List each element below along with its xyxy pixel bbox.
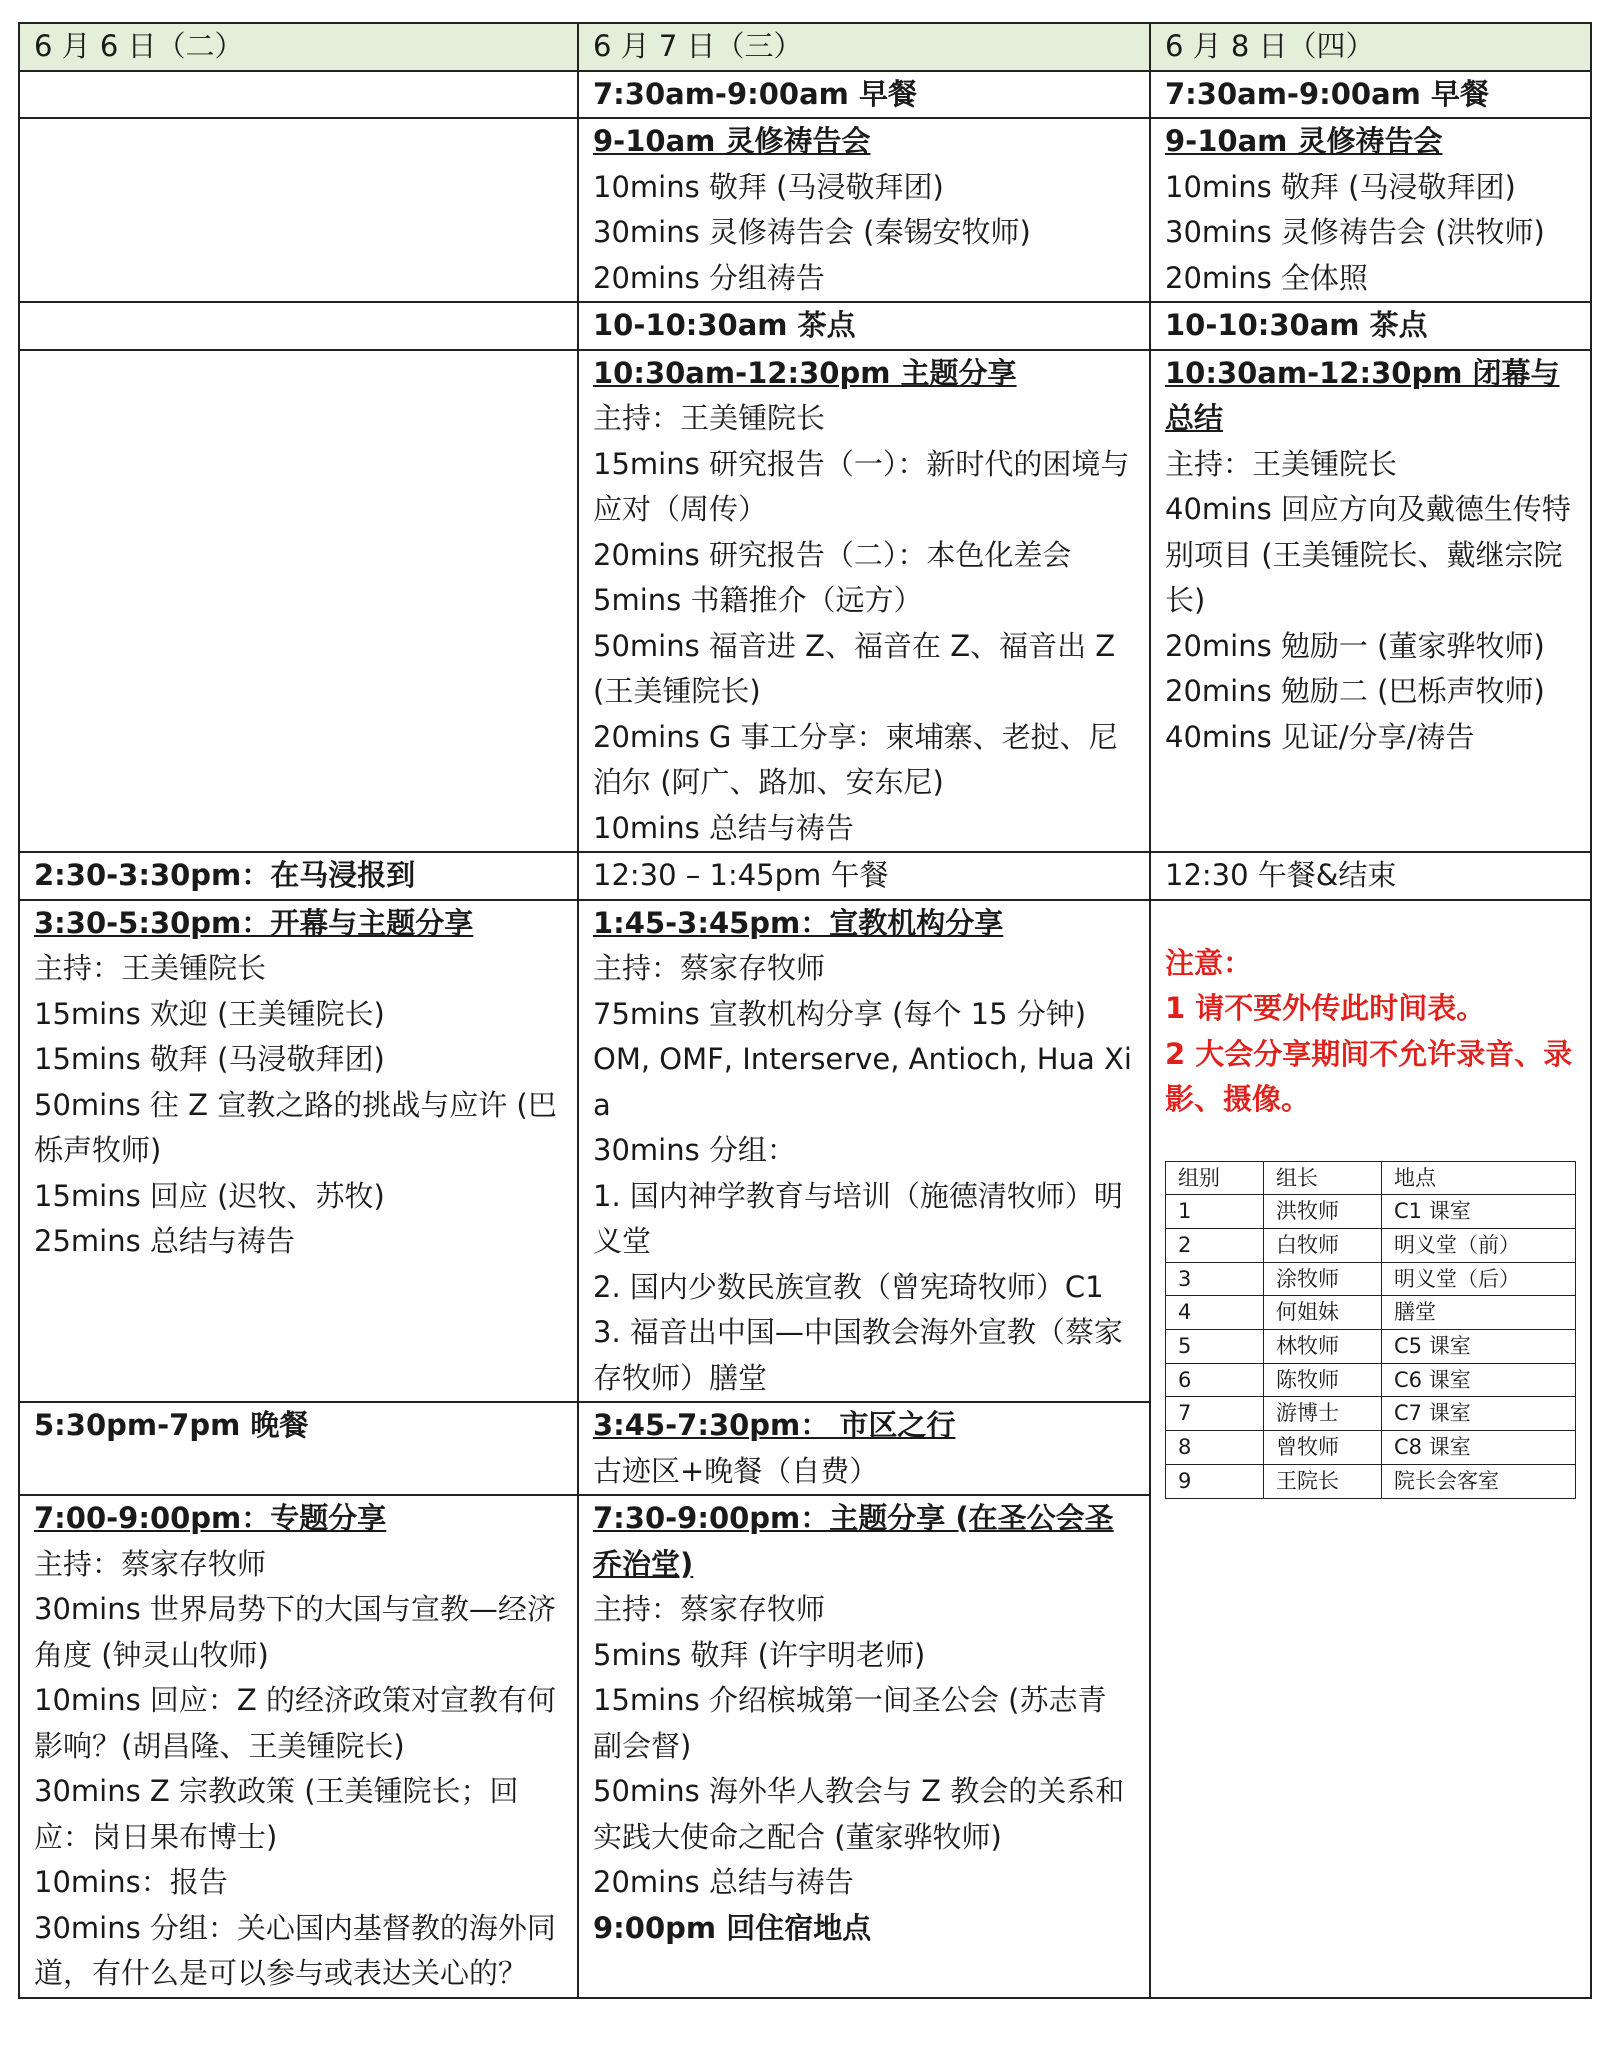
list-item: 古迹区+晚餐（自费） (593, 1453, 879, 1488)
evening-day-2 (578, 1495, 1150, 1998)
group-table (1165, 1161, 1576, 1499)
group-location: 明义堂（前） (1382, 1228, 1576, 1262)
empty-cell (19, 350, 578, 853)
list-item: 10mins 敬拜 (马浸敬拜团) (593, 169, 944, 204)
list-item: 20mins 总结与祷告 (593, 1865, 854, 1899)
group-location: C5 课室 (1382, 1330, 1576, 1364)
list-item: 30mins Z 宗教政策 (王美锺院长；回应：岗日果布博士) (34, 1774, 519, 1854)
group-number: 7 (1166, 1397, 1264, 1431)
session-title: 7:30-9:00pm：主题分享 (在圣公会圣乔治堂) (593, 1501, 1114, 1581)
breakfast-day-3: 7:30am-9:00am 早餐 (1150, 71, 1591, 119)
group-row (1166, 1397, 1576, 1431)
list-item: 20mins G 事工分享：柬埔寨、老挝、尼泊尔 (阿广、路加、安东尼) (593, 719, 1118, 799)
dinner-day-2 (578, 1402, 1150, 1495)
group-leader: 涂牧师 (1264, 1262, 1382, 1296)
group-location: C6 课室 (1382, 1363, 1576, 1397)
session-title: 9-10am 灵修祷告会 (1165, 124, 1443, 158)
list-item: 2. 国内少数民族宣教（曾宪琦牧师）C1 (593, 1269, 1104, 1304)
group-header-row (1166, 1161, 1576, 1195)
group-number: 5 (1166, 1330, 1264, 1364)
list-item: 10mins 回应：Z 的经济政策对宣教有何影响？(胡昌隆、王美锺院长) (34, 1683, 557, 1763)
list-item: 40mins 回应方向及戴德生传特别项目 (王美锺院长、戴继宗院长) (1165, 492, 1571, 617)
list-item: 25mins 总结与祷告 (34, 1224, 295, 1258)
group-row (1166, 1464, 1576, 1498)
list-item: 15mins 研究报告（一）：新时代的困境与应对（周传） (593, 446, 1130, 526)
prayer-day-2 (578, 118, 1150, 302)
list-item: 40mins 见证/分享/祷告 (1165, 719, 1475, 754)
list-item: 50mins 海外华人教会与 Z 教会的关系和实践大使命之配合 (董家骅牧师) (593, 1774, 1125, 1854)
group-location: 明义堂（后） (1382, 1262, 1576, 1296)
list-item: 主持：蔡家存牧师 (34, 1546, 267, 1581)
prayer-day-3 (1150, 118, 1591, 302)
list-item: 30mins 分组：关心国内基督教的海外同道，有什么是可以参与或表达关心的？ (34, 1910, 556, 1990)
list-item: 15mins 介绍槟城第一间圣公会 (苏志青副会督) (593, 1683, 1107, 1763)
group-leader: 曾牧师 (1264, 1431, 1382, 1465)
session-title: 7:00-9:00pm：专题分享 (34, 1501, 387, 1535)
group-number: 3 (1166, 1262, 1264, 1296)
list-item: 30mins 世界局势下的大国与宣教—经济角度 (钟灵山牧师) (34, 1592, 556, 1672)
list-item: 5mins 书籍推介（远方） (593, 583, 923, 617)
noon-row (19, 852, 1591, 900)
group-header-cell: 组长 (1264, 1161, 1382, 1195)
group-leader: 何姐妹 (1264, 1296, 1382, 1330)
list-item: 75mins 宣教机构分享 (每个 15 分钟) (593, 996, 1087, 1031)
group-number: 9 (1166, 1464, 1264, 1498)
list-item: 10mins：报告 (34, 1865, 228, 1899)
list-item: 主持：王美锺院长 (1165, 446, 1398, 481)
group-header-cell: 组别 (1166, 1161, 1264, 1195)
list-item: 1. 国内神学教育与培训（施德清牧师）明义堂 (593, 1178, 1123, 1258)
afternoon-day-1 (19, 900, 578, 1403)
group-number: 6 (1166, 1363, 1264, 1397)
group-number: 4 (1166, 1296, 1264, 1330)
dinner-day-1: 5:30pm-7pm 晚餐 (19, 1402, 578, 1495)
noon-day-3: 12:30 午餐&结束 (1150, 852, 1591, 900)
list-item: 主持：王美锺院长 (593, 401, 826, 435)
list-item: 10mins 总结与祷告 (593, 810, 854, 845)
list-item: OM, OMF, Interserve, Antioch, Hua Xia (593, 1042, 1132, 1122)
list-item: 15mins 欢迎 (王美锺院长) (34, 996, 385, 1031)
header-day-3: 6 月 8 日（四） (1150, 23, 1591, 71)
list-item: 3. 福音出中国—中国教会海外宣教（蔡家存牧师）膳堂 (593, 1315, 1123, 1395)
group-row (1166, 1228, 1576, 1262)
list-item: 20mins 全体照 (1165, 260, 1368, 295)
list-item: 20mins 勉励二 (巴栎声牧师) (1165, 674, 1545, 708)
session-title: 9-10am 灵修祷告会 (593, 124, 871, 158)
list-item: 5mins 敬拜 (许宇明老师) (593, 1637, 926, 1672)
notice-cell (1150, 900, 1591, 1998)
tea-row (19, 302, 1591, 350)
tea-day-3: 10-10:30am 茶点 (1150, 302, 1591, 350)
session-title: 10:30am-12:30pm 主题分享 (593, 355, 1017, 390)
group-row (1166, 1330, 1576, 1364)
empty-cell (19, 302, 578, 350)
closing-note: 9:00pm 回住宿地点 (593, 1910, 872, 1945)
group-number: 1 (1166, 1195, 1264, 1229)
list-item: 主持：蔡家存牧师 (593, 1592, 826, 1626)
notice-item: 2 大会分享期间不允许录音、录影、摄像。 (1165, 1036, 1573, 1116)
header-day-1: 6 月 6 日（二） (19, 23, 578, 71)
list-item: 30mins 分组： (593, 1133, 796, 1167)
list-item: 50mins 往 Z 宣教之路的挑战与应许 (巴栎声牧师) (34, 1087, 557, 1167)
breakfast-row (19, 71, 1591, 119)
list-item: 50mins 福音进 Z、福音在 Z、福音出 Z (王美锺院长) (593, 628, 1116, 708)
notice-item: 1 请不要外传此时间表。 (1165, 991, 1486, 1025)
list-item: 20mins 分组祷告 (593, 260, 825, 295)
noon-day-1: 2:30-3:30pm：在马浸报到 (19, 852, 578, 900)
list-item: 15mins 回应 (迟牧、苏牧) (34, 1178, 385, 1213)
group-leader: 白牧师 (1264, 1228, 1382, 1262)
empty-cell (19, 118, 578, 302)
group-leader: 王院长 (1264, 1464, 1382, 1498)
group-leader: 林牧师 (1264, 1330, 1382, 1364)
schedule-sheet (18, 22, 1590, 1999)
group-number: 8 (1166, 1431, 1264, 1465)
session-title: 1:45-3:45pm：宣教机构分享 (593, 905, 1004, 940)
prayer-row (19, 118, 1591, 302)
breakfast-day-2: 7:30am-9:00am 早餐 (578, 71, 1150, 119)
morning-day-3 (1150, 350, 1591, 853)
list-item: 30mins 灵修祷告会 (洪牧师) (1165, 215, 1545, 249)
tea-day-2: 10-10:30am 茶点 (578, 302, 1150, 350)
list-item: 主持：蔡家存牧师 (593, 951, 826, 985)
group-row (1166, 1363, 1576, 1397)
session-title: 3:45-7:30pm： 市区之行 (593, 1408, 956, 1442)
group-location: 膳堂 (1382, 1296, 1576, 1330)
notice-title: 注意： (1165, 945, 1253, 980)
group-leader: 陈牧师 (1264, 1363, 1382, 1397)
morning-row (19, 350, 1591, 853)
group-row (1166, 1262, 1576, 1296)
group-row (1166, 1195, 1576, 1229)
empty-cell (19, 71, 578, 119)
group-location: C1 课室 (1382, 1195, 1576, 1229)
group-location: 院长会客室 (1382, 1464, 1576, 1498)
group-row (1166, 1296, 1576, 1330)
list-item: 主持：王美锺院长 (34, 951, 267, 985)
list-item: 10mins 敬拜 (马浸敬拜团) (1165, 169, 1516, 204)
afternoon-row (19, 900, 1591, 1403)
session-title: 10:30am-12:30pm 闭幕与总结 (1165, 355, 1560, 435)
list-item: 20mins 研究报告（二）：本色化差会 (593, 537, 1072, 572)
group-leader: 洪牧师 (1264, 1195, 1382, 1229)
group-header-cell: 地点 (1382, 1161, 1576, 1195)
group-leader: 游博士 (1264, 1397, 1382, 1431)
session-title: 3:30-5:30pm：开幕与主题分享 (34, 905, 474, 940)
group-location: C8 课室 (1382, 1431, 1576, 1465)
group-number: 2 (1166, 1228, 1264, 1262)
header-day-2: 6 月 7 日（三） (578, 23, 1150, 71)
morning-day-2 (578, 350, 1150, 853)
header-row (19, 23, 1591, 71)
afternoon-day-2 (578, 900, 1150, 1403)
list-item: 20mins 勉励一 (董家骅牧师) (1165, 628, 1545, 663)
list-item: 15mins 敬拜 (马浸敬拜团) (34, 1042, 385, 1076)
group-row (1166, 1431, 1576, 1465)
evening-day-1 (19, 1495, 578, 1998)
schedule-table (18, 22, 1592, 1999)
notice-block (1165, 901, 1576, 1123)
noon-day-2: 12:30 – 1:45pm 午餐 (578, 852, 1150, 900)
list-item: 30mins 灵修祷告会 (秦锡安牧师) (593, 215, 1031, 249)
group-location: C7 课室 (1382, 1397, 1576, 1431)
